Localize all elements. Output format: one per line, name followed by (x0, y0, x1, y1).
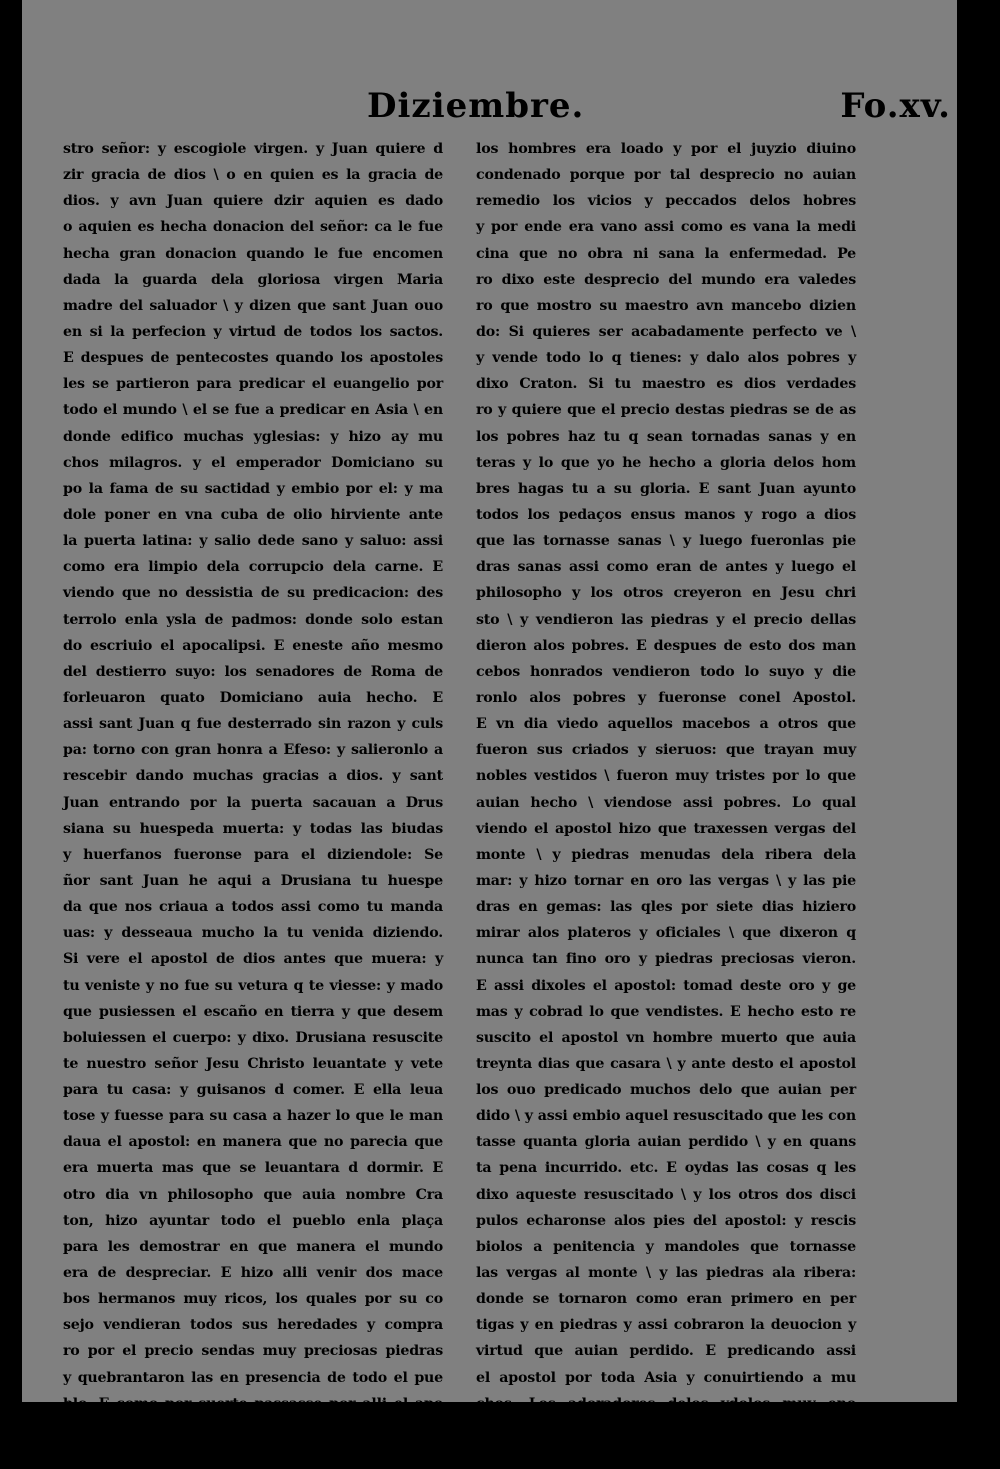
text-line: teras y lo que yo he hecho a gloria delos hom (476, 454, 856, 471)
text-column-right (476, 136, 856, 1469)
text-line: dada la guarda dela gloriosa virgen Maria (63, 271, 443, 288)
text-line: condenado porque por tal desprecio no auian (476, 167, 856, 184)
text-line: po la fama de su sactidad y embio por el: y ma (63, 480, 443, 497)
text-line: ro y quiere que el precio destas piedras se de as (476, 402, 856, 419)
text-line: stol llamo a Craton y dixole que aquel despre (63, 1421, 443, 1438)
text-line: assi sant Juan q fue desterrado sin razon y culs (63, 716, 443, 733)
book-page (22, 0, 957, 1465)
text-line: viendo que no dessistia de su predicacion: des (63, 585, 443, 602)
text-line: te nuestro señor Jesu Christo leuantate y vete (63, 1055, 443, 1072)
text-line: nobles vestidos \ fueron muy tristes por lo que (476, 768, 856, 785)
text-line: dixo Craton. Si tu maestro es dios verdades (476, 376, 856, 393)
text-line: viendo el apostol hizo que traxessen vergas del (476, 820, 856, 837)
text-line: dole poner en vna cuba de olio hirviente ante (63, 506, 443, 523)
text-line: treynta dias que casara \ y ante desto el apostol (476, 1055, 856, 1072)
text-line: para les demostrar en que manera el mundo (63, 1238, 443, 1255)
text-line: ton, hizo ayuntar todo el pueblo enla plaça (63, 1212, 443, 1229)
text-line: bres hagas tu a su gloria. E sant Juan ayunto (476, 480, 856, 497)
text-line: pulos echaronse alos pies del apostol: y rescis (476, 1212, 856, 1229)
text-line: suscito el apostol vn hombre muerto que auia (476, 1029, 856, 1046)
text-line: biolos a penitencia y mandoles que tornasse (476, 1238, 856, 1255)
text-line: tu veniste y no fue su vetura q te viesse: y mado (63, 977, 443, 994)
text-line: pa: torno con gran honra a Efeso: y salieronlo a (63, 742, 443, 759)
text-line: mirar alos plateros y oficiales \ que dixeron q (476, 925, 856, 942)
scan-border (957, 0, 1000, 1429)
text-line: como era limpio dela corrupcio dela carne. E (63, 559, 443, 576)
text-line: terrolo enla ysla de padmos: donde solo estan (63, 611, 443, 628)
text-line: dieron alos pobres. E despues de esto dos man (476, 637, 856, 654)
text-line: ronlo alos pobres y fueronse conel Apostol. (476, 689, 856, 706)
text-line: auian hecho \ viendose assi pobres. Lo qual (476, 794, 856, 811)
text-line: tose y fuesse para su casa a hazer lo que le man (63, 1108, 443, 1125)
text-column-left (63, 136, 443, 1469)
text-line: daua el apostol: en manera que no parecia que (63, 1134, 443, 1151)
text-line: tasse quanta gloria auian perdido \ y en quans (476, 1134, 856, 1151)
text-line: que las tornasse sanas \ y luego fueronlas pie (476, 533, 856, 550)
text-line: E despues de pentecostes quando los apostoles (63, 350, 443, 367)
text-line: dido \ y assi embio aquel resuscitado que les con (476, 1108, 856, 1125)
text-line: Si vere el apostol de dios antes que muera: y (63, 951, 443, 968)
text-line: ta pena incurrido. etc. E oydas las cosas q les (476, 1160, 856, 1177)
text-line: blo \ y prendiendo a sant Juan leuaronlo al tem (476, 1448, 856, 1465)
text-line: ro dixo este desprecio del mundo era valedes (476, 271, 856, 288)
text-line: zir gracia de dios \ o en quien es la gracia de (63, 167, 443, 184)
text-line: tigas y en piedras y assi cobraron la deuocion y (476, 1317, 856, 1334)
text-line: dixo aqueste resuscitado \ y los otros dos disci (476, 1186, 856, 1203)
text-line: era muerta mas que se leuantara d dormir. E (63, 1160, 443, 1177)
text-line: los pobres haz tu q sean tornadas sanas y en (476, 428, 856, 445)
running-head: Diziembre. (367, 86, 585, 126)
text-line: E assi dixoles el apostol: tomad deste oro y ge (476, 977, 856, 994)
text-line: da que nos criaua a todos assi como tu manda (63, 899, 443, 916)
text-line: rescebir dando muchas gracias a dios. y sant (63, 768, 443, 785)
text-line: era de despreciar. E hizo alli venir dos mace (63, 1265, 443, 1282)
text-line: blo. E como por suerte passasse por alli el apo (63, 1395, 443, 1412)
text-line: todo el mundo \ el se fue a predicar en Asia \ en (63, 402, 443, 419)
text-line: hecha gran donacion quando le fue encomen (63, 245, 443, 262)
text-line: boluiessen el cuerpo: y dixo. Drusiana resuscite (63, 1029, 443, 1046)
text-line: que pusiessen el escaño en tierra y que desem (63, 1003, 443, 1020)
text-line: los hombres era loado y por el juyzio diuino (476, 141, 856, 157)
page-header (22, 86, 957, 142)
text-line: cio del mundo era de reprehender el qual por (63, 1448, 443, 1465)
text-line: do escriuio el apocalipsi. E eneste año mesmo (63, 637, 443, 654)
text-line: monte \ y piedras menudas dela ribera dela (476, 846, 856, 863)
text-line: y quebrantaron las en presencia de todo el pue (63, 1369, 443, 1386)
text-line: y vende todo lo q tienes: y dalo alos pobres y (476, 350, 856, 367)
text-line: dras sanas assi como eran de antes y luego el (476, 559, 856, 576)
text-line: o aquien es hecha donacion del señor: ca le fue (63, 219, 443, 236)
text-line: nunca tan fino oro y piedras preciosas vieron. (476, 951, 856, 968)
text-line: les se partieron para predicar el euangelio por (63, 376, 443, 393)
text-line: siana su huespeda muerta: y todas las biudas (63, 820, 443, 837)
text-line: mas y cobrad lo que vendistes. E hecho esto re (476, 1003, 856, 1020)
text-line: en si la perfecion y virtud de todos los sactos. (63, 323, 443, 340)
text-line: virtud que auian perdido. E predicando assi (476, 1343, 856, 1360)
text-line: fueron sus criados y sieruos: que trayan muy (476, 742, 856, 759)
text-line: donde edifico muchas yglesias: y hizo ay mu (63, 428, 443, 445)
text-line: madre del saluador \ y dizen que sant Juan ouo (63, 297, 443, 314)
text-line: cebos honrados vendieron todo lo suyo y die (476, 663, 856, 680)
text-line: donde se tornaron como eran primero en per (476, 1291, 856, 1308)
text-line: y huerfanos fueronse para el diziendole: Se (63, 846, 443, 863)
text-line: forleuaron quato Domiciano auia hecho. E (63, 689, 443, 706)
text-line: do: Si quieres ser acabadamente perfecto ve \ (476, 323, 856, 340)
text-line: cina que no obra ni sana la enfermedad. Pe (476, 245, 856, 262)
text-line: sto \ y vendieron las piedras y el precio dellas (476, 611, 856, 628)
text-line: todos los pedaços ensus manos y rogo a dios (476, 506, 856, 523)
text-line: E vn dia viedo aquellos macebos a otros que (476, 716, 856, 733)
text-line: y por ende era vano assi como es vana la medi (476, 219, 856, 236)
text-line: Juan entrando por la puerta sacauan a Drus (63, 794, 443, 811)
text-line: sejo vendieran todos sus heredades y compra (63, 1317, 443, 1334)
text-line: el apostol por toda Asia y conuirtiendo a mu (476, 1369, 856, 1386)
text-line: las vergas al monte \ y las piedras ala ribera: (476, 1265, 856, 1282)
text-line: para tu casa: y guisanos d comer. E ella leua (63, 1082, 443, 1099)
text-line: stro señor: y escogiole virgen. y Juan quiere d (63, 141, 443, 157)
text-line: los ouo predicado muchos delo que auian per (476, 1082, 856, 1099)
text-line: philosopho y los otros creyeron en Jesu chri (476, 585, 856, 602)
text-line: chos. Los adoradores delos ydolos muy eno (476, 1395, 856, 1412)
text-line: dios. y avn Juan quiere dzir aquien es dado (63, 193, 443, 210)
text-line: uas: y desseaua mucho la tu venida diziendo. (63, 925, 443, 942)
text-line: ro por el precio sendas muy preciosas piedras (63, 1343, 443, 1360)
text-line: mar: y hizo tornar en oro las vergas \ y las pie (476, 872, 856, 889)
text-line: chos milagros. y el emperador Domiciano su (63, 454, 443, 471)
text-line: la puerta latina: y salio dede sano y saluo: assi (63, 533, 443, 550)
text-line: otro dia vn philosopho que auia nombre Cra (63, 1186, 443, 1203)
text-line: del destierro suyo: los senadores de Roma de (63, 663, 443, 680)
text-line: remedio los vicios y peccados delos hobres (476, 193, 856, 210)
text-line: dras en gemas: las qles por siete dias hiziero (476, 899, 856, 916)
text-line: ro que mostro su maestro avn mancebo dizien (476, 297, 856, 314)
text-line: jados mouieron gran alboroto en todo el pue (476, 1421, 856, 1438)
text-line: bos hermanos muy ricos, los quales por su co (63, 1291, 443, 1308)
folio-number: Fo.xv. (840, 86, 951, 126)
text-line: ñor sant Juan he aqui a Drusiana tu huespe (63, 872, 443, 889)
